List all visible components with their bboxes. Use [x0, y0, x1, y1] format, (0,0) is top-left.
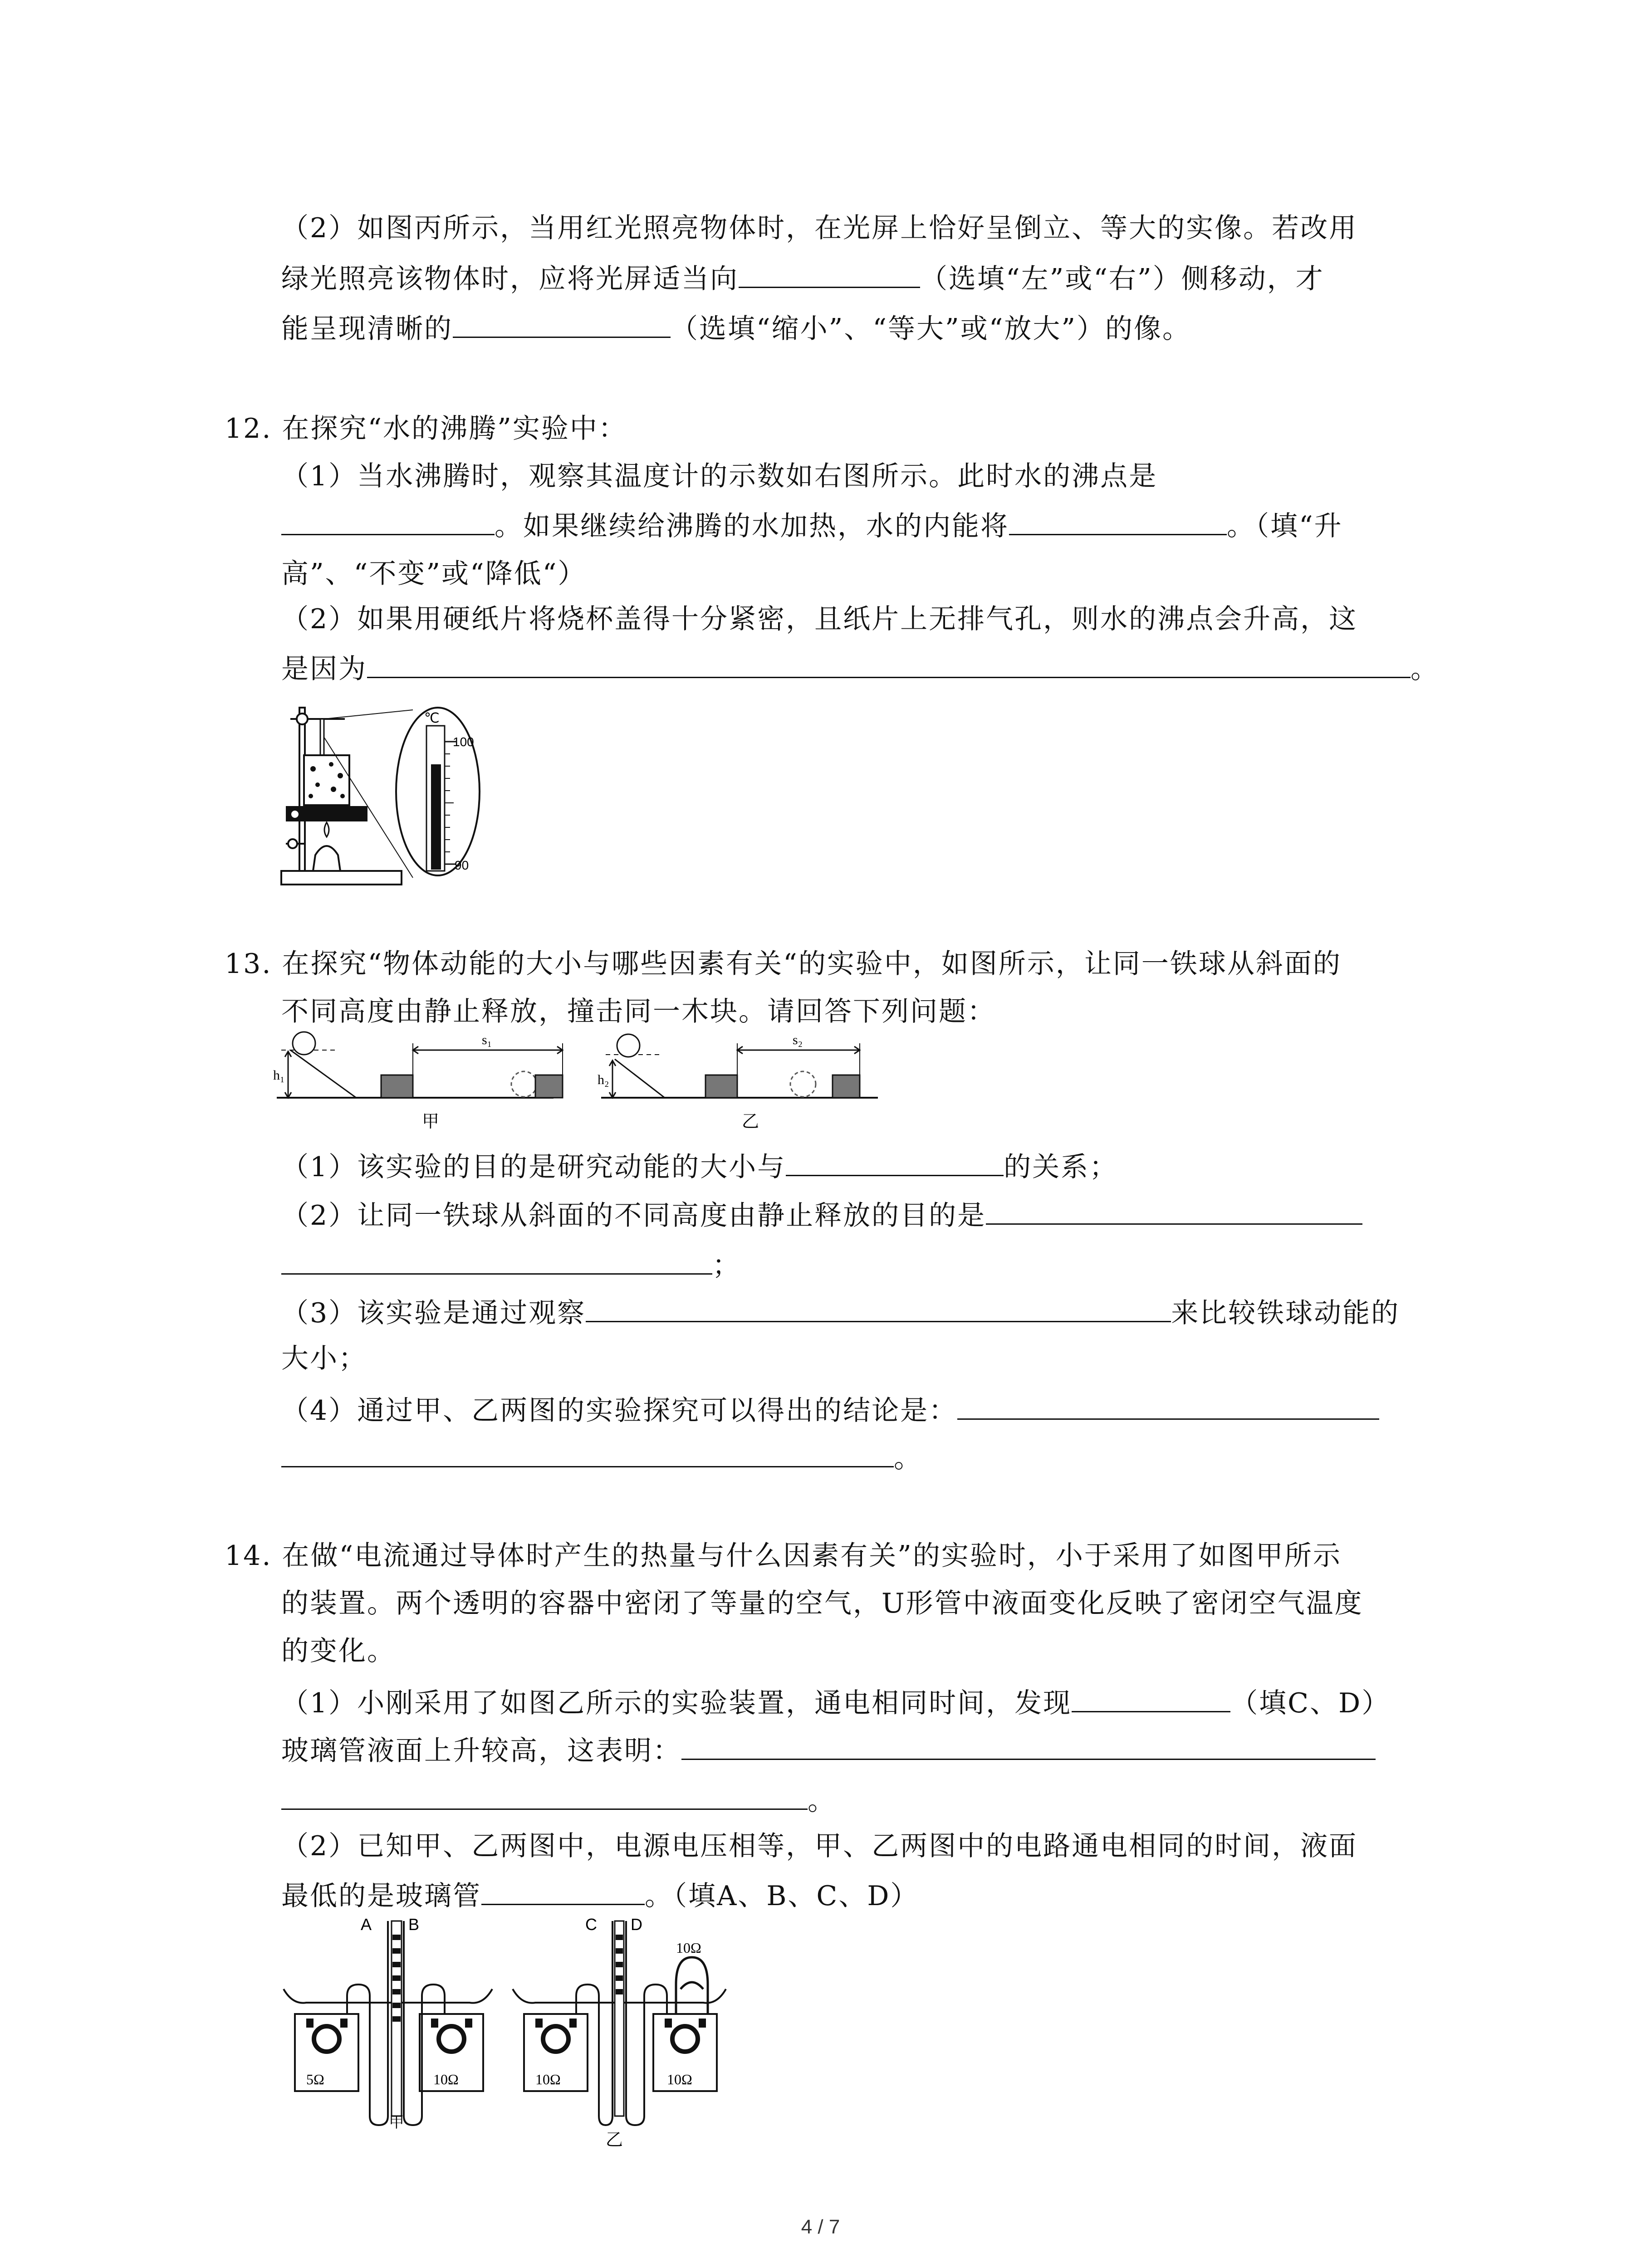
q14-tube-d-label: D — [631, 1916, 642, 1934]
q14-parallel-resistor: 10Ω — [676, 1940, 701, 1956]
q13-left-caption: 甲 — [422, 1111, 440, 1131]
q13-p3-line2: 大小； — [281, 1343, 367, 1374]
q13-answer-blank-4a[interactable] — [957, 1390, 1379, 1420]
q14-tube-a-label: A — [361, 1916, 372, 1934]
q14-answer-blank-1b[interactable] — [681, 1730, 1376, 1760]
q14-p1-line2: 玻璃管液面上升较高，这表明： — [281, 1730, 1376, 1769]
q14-tube-b-label: B — [408, 1916, 420, 1934]
q14-p1-line1: （1）小刚采用了如图乙所示的实验装置，通电相同时间，发现 （填C、D） — [281, 1683, 1390, 1721]
q12-answer-blank-reason[interactable] — [367, 649, 1411, 678]
q13-stem-line1: 13. 在探究“物体动能的大小与哪些因素有关“的实验中，如图所示，让同一铁球从斜面的 — [225, 948, 1342, 980]
q13-figure-right — [598, 1032, 878, 1131]
q14-left-caption: 甲 — [389, 2113, 404, 2131]
q13-left-height-label: h₁ — [273, 1068, 285, 1083]
q13-answer-blank-3[interactable] — [586, 1293, 1171, 1322]
q13-left-distance-label: s₁ — [482, 1032, 492, 1047]
q13-right-caption: 乙 — [742, 1111, 759, 1131]
q13-p1: （1）该实验的目的是研究动能的大小与 的关系； — [281, 1147, 1118, 1185]
q13-right-distance-label: s₂ — [793, 1032, 803, 1047]
q12-thermo-tick-bottom: 90 — [455, 858, 469, 872]
q11-part2-line2: 绿光照亮该物体时，应将光屏适当向 （选填“左”或“右”）侧移动，才 — [281, 259, 1324, 297]
q12-answer-blank-boiling-point[interactable] — [281, 506, 495, 535]
q14-answer-blank-1c[interactable] — [281, 1780, 808, 1810]
q13-answer-blank-2a[interactable] — [986, 1195, 1362, 1225]
q14-figure-right — [513, 1916, 726, 2150]
q14-p1-line3: 。 — [281, 1780, 836, 1819]
q14-stem-line1: 14. 在做“电流通过导体时产生的热量与什么因素有关”的实验时，小于采用了如图甲所示 — [225, 1540, 1342, 1572]
q14-answer-blank-2[interactable] — [481, 1876, 645, 1905]
q13-p2-line2: ； — [281, 1245, 741, 1284]
q12-p1-line1: （1）当水沸腾时，观察其温度计的示数如右图所示。此时水的沸点是 — [281, 460, 1158, 492]
q14-p2-line2: 最低的是玻璃管 。（填A、B、C、D） — [281, 1876, 919, 1914]
q13-p3-line1: （3）该实验是通过观察 来比较铁球动能的 — [281, 1293, 1400, 1331]
q13-p4-line1: （4）通过甲、乙两图的实验探究可以得出的结论是： — [281, 1390, 1379, 1429]
q13-right-height-label: h₂ — [598, 1072, 609, 1087]
q14-answer-blank-1a[interactable] — [1072, 1683, 1230, 1712]
q14-figure-left — [284, 1916, 492, 2131]
q13-kinetic-energy-figure — [272, 1025, 916, 1139]
q14-tube-c-label: C — [585, 1916, 597, 1934]
q11-part2-line1: （2）如图丙所示，当用红光照亮物体时，在光屏上恰好呈倒立、等大的实像。若改用 — [281, 212, 1358, 244]
q13-p2-line1: （2）让同一铁球从斜面的不同高度由静止释放的目的是 — [281, 1195, 1362, 1234]
q13-figure-left — [273, 1032, 563, 1131]
q12-p2-line1: （2）如果用硬纸片将烧杯盖得十分紧密，且纸片上无排气孔，则水的沸点会升高，这 — [281, 603, 1358, 635]
q12-p2-line2: 是因为 。 — [281, 649, 1439, 687]
q12-thermo-unit: ℃ — [424, 711, 440, 726]
q14-heating-apparatus-figure — [279, 1916, 742, 2152]
q14-p2-line1: （2）已知甲、乙两图中，电源电压相等，甲、乙两图中的电路通电相同的时间，液面 — [281, 1830, 1358, 1862]
page-number: 4 / 7 — [801, 2216, 840, 2238]
q14-right-resistor-1: 10Ω — [535, 2071, 561, 2087]
q12-boiling-apparatus-figure — [277, 701, 485, 891]
q11-part2-line3: 能呈现清晰的 （选填“缩小”、“等大”或“放大”）的像。 — [281, 308, 1191, 347]
q14-left-resistor-2: 10Ω — [433, 2071, 459, 2087]
q12-p1-line3: 高”、“不变”或“降低“） — [281, 558, 587, 590]
q12-p1-line2: 。如果继续给沸腾的水加热，水的内能将 。（填“升 — [281, 506, 1343, 544]
q13-stem-line2: 不同高度由静止释放，撞击同一木块。请回答下列问题： — [281, 996, 996, 1027]
q12-thermo-tick-top: 100 — [453, 735, 474, 749]
q13-answer-blank-1[interactable] — [786, 1147, 1004, 1176]
q14-left-resistor-1: 5Ω — [306, 2071, 324, 2087]
q14-stem-line2: 的装置。两个透明的容器中密闭了等量的空气，U形管中液面变化反映了密闭空气温度 — [281, 1588, 1363, 1619]
q12-stem: 12. 在探究“水的沸腾”实验中： — [225, 413, 627, 445]
q11-answer-blank-direction[interactable] — [739, 259, 920, 288]
q13-answer-blank-2b[interactable] — [281, 1245, 712, 1275]
q13-answer-blank-4b[interactable] — [281, 1438, 894, 1467]
q13-p4-line2: 。 — [281, 1438, 922, 1476]
q14-right-resistor-2: 10Ω — [667, 2071, 692, 2087]
q11-answer-blank-image-size[interactable] — [453, 308, 671, 338]
q14-right-caption: 乙 — [606, 2130, 623, 2150]
q12-answer-blank-internal-energy[interactable] — [1009, 506, 1227, 535]
q14-stem-line3: 的变化。 — [281, 1635, 396, 1667]
